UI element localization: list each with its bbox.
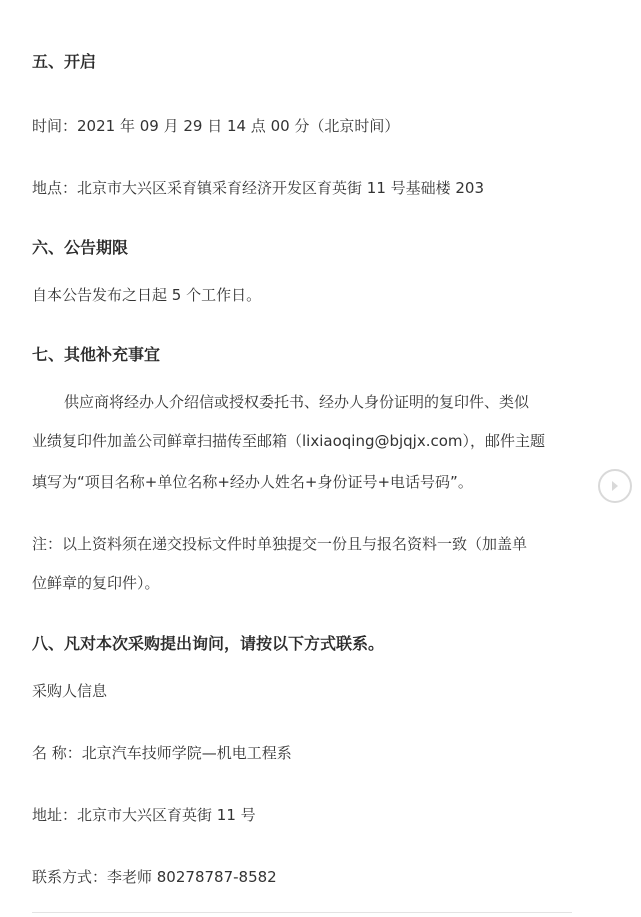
supplement-paragraph-line-3: 填写为“项目名称+单位名称+经办人姓名+身份证号+电话号码”。 — [32, 473, 473, 491]
bottom-divider — [32, 912, 572, 913]
purchaser-name: 名 称：北京汽车技师学院—机电工程系 — [32, 744, 292, 762]
section-5-heading: 五、开启 — [32, 52, 97, 71]
section-6-heading: 六、公告期限 — [32, 238, 129, 257]
chevron-right-icon — [608, 479, 622, 493]
opening-place: 地点：北京市大兴区采育镇采育经济开发区育英街 11 号基础楼 203 — [32, 179, 485, 197]
purchaser-address: 地址：北京市大兴区育英街 11 号 — [32, 806, 256, 824]
section-7-heading: 七、其他补充事宜 — [32, 345, 161, 364]
note-line-2: 位鲜章的复印件）。 — [32, 574, 160, 592]
supplement-paragraph-line-1: 供应商将经办人介绍信或授权委托书、经办人身份证明的复印件、类似 — [64, 393, 530, 411]
purchaser-info-label: 采购人信息 — [32, 682, 108, 700]
next-page-button[interactable] — [598, 469, 632, 503]
supplement-paragraph-line-2: 业绩复印件加盖公司鲜章扫描传至邮箱（lixiaoqing@bjqjx.com），邮件主题 — [32, 432, 546, 450]
announcement-period: 自本公告发布之日起 5 个工作日。 — [32, 286, 262, 304]
opening-time: 时间：2021 年 09 月 29 日 14 点 00 分（北京时间） — [32, 117, 400, 135]
note-line-1: 注：以上资料须在递交投标文件时单独提交一份且与报名资料一致（加盖单 — [32, 535, 528, 553]
purchaser-contact: 联系方式：李老师 80278787-8582 — [32, 868, 277, 886]
section-8-heading: 八、凡对本次采购提出询问，请按以下方式联系。 — [32, 634, 385, 653]
